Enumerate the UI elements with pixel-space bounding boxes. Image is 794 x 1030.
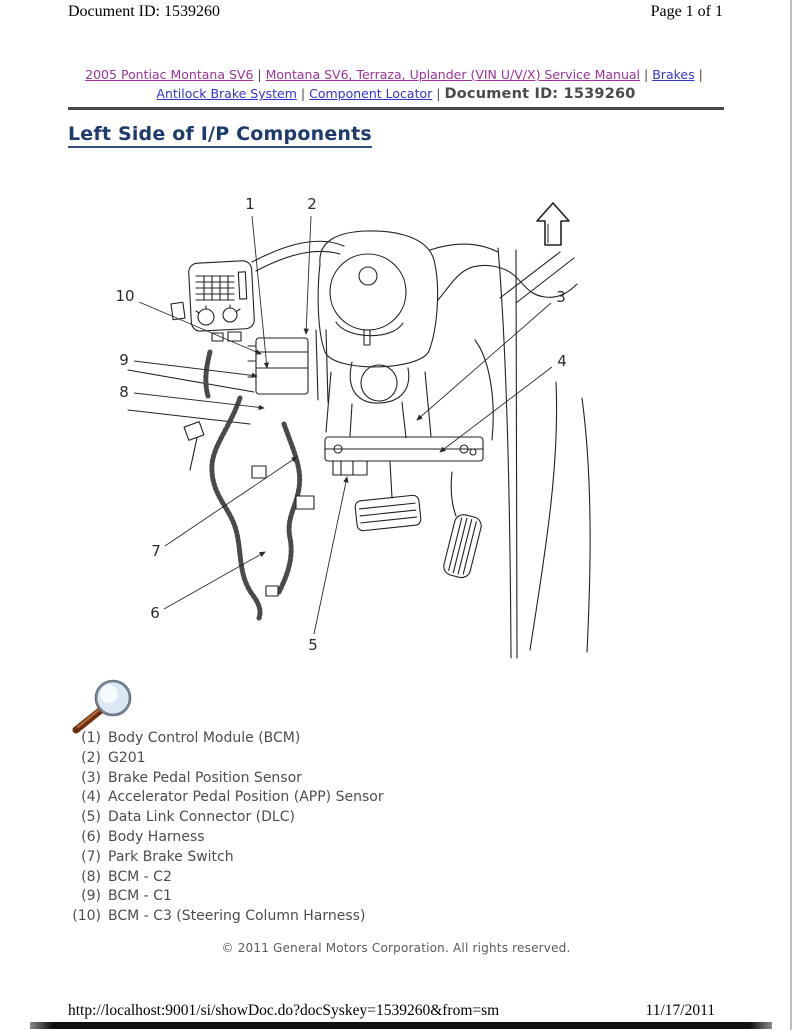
breadcrumb-line-1 [68,65,724,84]
legend-number: (1) [81,730,101,746]
legend-item-4 [68,789,668,809]
breadcrumb-link-service-manual[interactable]: Montana SV6, Terraza, Uplander (VIN U/V/X) Service Manual [265,67,641,82]
legend-number: (6) [81,828,101,845]
up-arrow-icon [537,203,569,245]
hvac-blower-art [318,231,437,438]
legend-item-9 [68,888,668,908]
print-header-page-number: Page 1 of 1 [650,3,723,20]
component-legend [68,730,668,928]
breadcrumb-line-2 [68,84,724,104]
legend-number: (2) [81,749,101,766]
print-footer-date: 11/17/2011 [645,1002,715,1019]
legend-number: (8) [81,868,101,885]
magnifier-icon-art [68,676,152,738]
header-divider [68,107,724,110]
callout-1: 1 [245,195,255,213]
legend-item-6 [68,829,668,849]
breadcrumb-separator: | [300,86,306,101]
breadcrumb-link-vehicle[interactable]: 2005 Pontiac Montana SV6 [85,67,254,82]
magnifier-icon[interactable] [68,676,152,738]
breadcrumb [68,65,724,104]
legend-label: BCM - C3 (Steering Column Harness) [108,908,366,925]
legend-label: Park Brake Switch [108,848,234,865]
callout-8: 8 [119,383,129,401]
cowl-line [430,244,498,252]
breadcrumb-link-component-locator[interactable]: Component Locator [309,86,433,101]
breadcrumb-separator: | [698,67,703,82]
breadcrumb-link-brakes[interactable]: Brakes [652,67,695,82]
callout-7: 7 [151,542,161,560]
legend-number: (4) [81,789,101,806]
legend-number: (9) [81,888,101,905]
legend-item-7 [68,849,668,869]
print-footer-url: http://localhost:9001/si/showDoc.do?docSyskey=1539260&from=sm [68,1002,500,1019]
instrument-cluster-art [171,260,255,341]
copyright-notice: © 2011 General Motors Corporation. All rights reserved. [221,941,571,955]
legend-label: Brake Pedal Position Sensor [108,769,302,786]
breadcrumb-separator: | [644,67,649,82]
callout-4: 4 [557,352,567,370]
bcm-art [248,330,328,402]
page-title: Left Side of I/P Components [68,123,372,148]
callout-5: 5 [308,636,318,654]
callout-9: 9 [119,351,129,369]
breadcrumb-separator: | [436,86,441,101]
a-pillar-art [438,248,590,658]
legend-number: (7) [81,848,101,865]
pedals-art [355,462,483,579]
legend-label: Data Link Connector (DLC) [108,809,295,826]
callout-6: 6 [150,604,160,622]
legend-label: Body Control Module (BCM) [108,730,301,746]
breadcrumb-separator: | [257,67,262,82]
print-header-doc-id: Document ID: 1539260 [68,3,220,20]
legend-number: (10) [72,908,101,925]
legend-number: (3) [81,769,101,786]
legend-label: Accelerator Pedal Position (APP) Sensor [108,789,384,806]
legend-label: BCM - C1 [108,888,172,905]
legend-item-1 [68,730,668,750]
ip-components-diagram [95,185,695,665]
callout-2: 2 [307,195,317,213]
legend-label: G201 [108,749,146,766]
breadcrumb-document-id: Document ID: 1539260 [444,86,636,102]
legend-item-10 [68,908,668,928]
cross-bracket-and-dlc-art [325,437,483,475]
legend-number: (5) [81,809,101,826]
steering-column-art [128,370,254,470]
legend-item-8 [68,869,668,889]
legend-label: Body Harness [108,828,205,845]
legend-label: BCM - C2 [108,868,172,885]
callout-10: 10 [115,287,135,305]
legend-item-2 [68,750,668,770]
breadcrumb-link-antilock-brake-system[interactable]: Antilock Brake System [156,86,297,101]
diagram-canvas [95,185,695,665]
legend-item-3 [68,770,668,790]
scan-edge-bar [30,1022,772,1029]
callout-3: 3 [556,288,566,306]
page-edge-line [790,0,792,1030]
legend-item-5 [68,809,668,829]
